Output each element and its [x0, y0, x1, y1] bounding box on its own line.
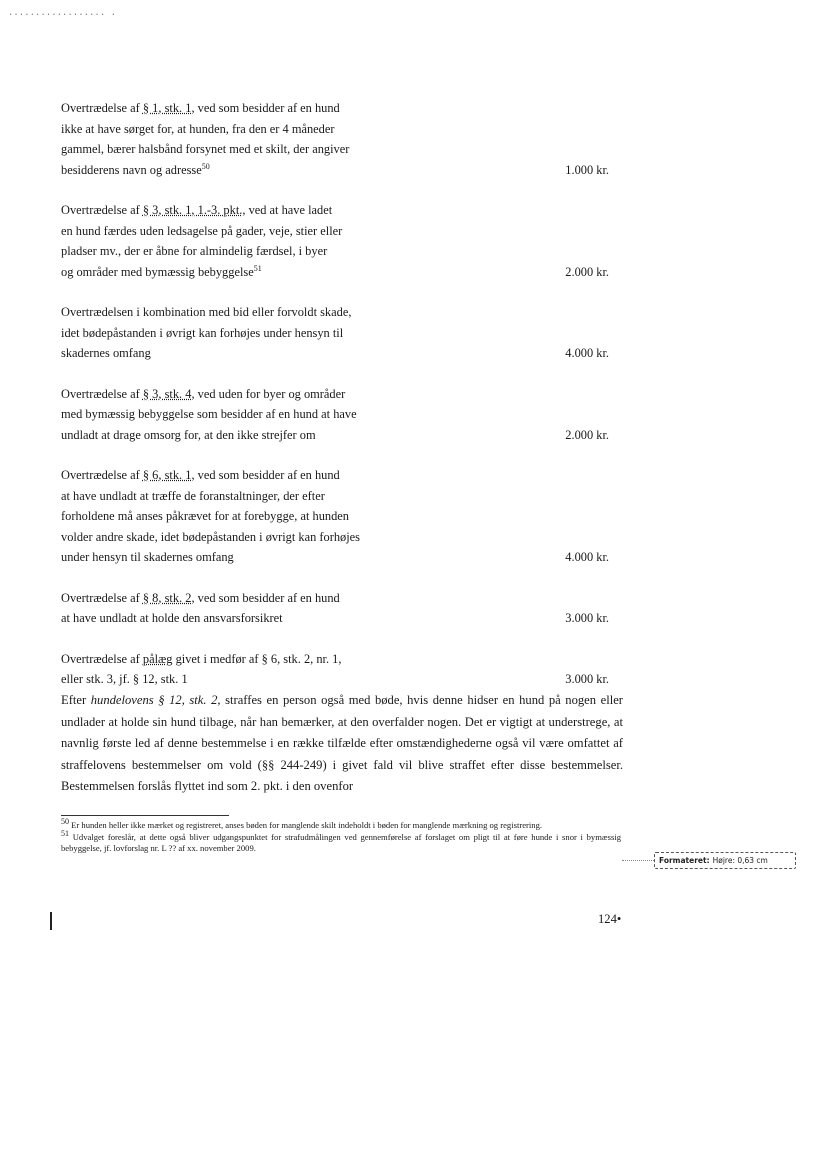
entry-text-segment: , ved som besidder af en hund	[191, 101, 340, 115]
track-change-balloon[interactable]	[654, 852, 796, 869]
paragraph-prefix: Efter	[61, 693, 91, 707]
paragraph-text: straffes en person også med bøde, hvis denne hidser en hund på nogen eller undlader at holde sin hund tilbage, når han bemærker, at den overfalder nogen. Det er vigtigt at understrege, at navnlig første led af denne bestemmelse i en række tilfælde efter omstændighederne også vil være omfattet af straffelovens bestemmelser om vold (§§ 244-249) i givet fald vil blive straffet efter disse bestemmelser. Bestemmelsen forslås flyttet ind som 2. pkt. i den ovenfor	[61, 693, 623, 793]
footnote-text: Er hunden heller ikke mærket og registreret, anses bøden for manglende skilt indeholdt i bøden for manglende mærkning og registrering.	[69, 820, 543, 830]
entry-text-segment: med bymæssig bebyggelse som besidder af en hund at have	[61, 407, 357, 421]
footnote-ref: 51	[253, 263, 262, 273]
fine-entry	[61, 98, 621, 180]
entry-text-segment: skadernes omfang	[61, 346, 151, 360]
fine-entry	[61, 200, 621, 282]
fine-entry-text	[61, 588, 411, 629]
entry-text-segment: Overtrædelsen i kombination med bid eller forvoldt skade,	[61, 305, 352, 319]
entry-text-segment: gammel, bærer halsbånd forsynet med et skilt, der angiver	[61, 142, 350, 156]
paragraph-law-reference: hundelovens § 12, stk. 2,	[90, 693, 221, 707]
footnote-separator	[61, 815, 229, 816]
entry-text-segment: Overtrædelse af	[61, 386, 143, 401]
track-change-label: Formateret:	[659, 856, 710, 865]
law-reference: § 1, stk. 1	[142, 101, 192, 115]
body-paragraph	[61, 690, 623, 798]
footnote-number: 51	[61, 829, 69, 839]
footnote-number: 50	[61, 817, 69, 827]
entry-text-segment: undladt at drage omsorg for, at den ikke strejfer om	[61, 427, 316, 442]
fine-amount: 4.000 kr.	[565, 550, 609, 564]
entry-text-segment: , ved som besidder af en hund	[191, 590, 340, 605]
entry-text-segment: , ved som besidder af en hund	[191, 468, 340, 482]
entry-text-segment: en hund færdes uden ledsagelse på gader, veje, stier eller	[61, 223, 343, 238]
law-reference: pålæg	[142, 651, 173, 666]
entry-text-segment: ikke at have sørget for, at hunden, fra den er 4 måneder	[61, 121, 335, 136]
page-number: 124•	[598, 912, 622, 926]
entry-text-segment: besidderens navn og adresse	[61, 162, 202, 177]
fine-entry-text	[61, 200, 411, 282]
entry-text-segment: under hensyn til skadernes omfang	[61, 550, 234, 564]
footnote-text: Udvalget foreslår, at dette også bliver udgangspunktet for strafudmålingen ved gennemførelse af forslaget om pligt til at føre hunde i snor i bymæssig bebyggelse, jf. lovforslag nr. L ?? af xx. november 2009.	[61, 832, 621, 853]
law-reference: § 8, stk. 2	[142, 590, 192, 605]
entry-text-segment: pladser mv., der er åbne for almindelig færdsel, i byer	[61, 244, 328, 258]
change-bar	[50, 912, 52, 930]
fine-amount: 2.000 kr.	[565, 427, 609, 442]
entry-text-segment: og områder med bymæssig bebyggelse	[61, 264, 254, 279]
entry-text-segment: at have undladt at træffe de foranstaltninger, der efter	[61, 488, 325, 503]
entry-text-segment: , ved uden for byer og områder	[191, 386, 346, 401]
footnotes	[61, 817, 621, 855]
fine-entry	[61, 649, 621, 690]
entry-text-segment: Overtrædelse af	[61, 590, 143, 605]
entry-text-segment: at have undladt at holde den ansvarsforsikret	[61, 611, 283, 625]
fine-entry-text	[61, 98, 411, 180]
fine-entry-text	[61, 465, 411, 568]
entry-text-segment: Overtrædelse af	[61, 468, 143, 482]
header-dots: .................. .	[8, 8, 117, 18]
fine-entry	[61, 384, 621, 446]
fine-entry-text	[61, 384, 411, 446]
footnote-ref: 50	[201, 161, 210, 171]
fine-amount: 1.000 kr.	[565, 162, 609, 177]
law-reference: § 3, stk. 4	[142, 386, 192, 401]
fine-amount: 2.000 kr.	[565, 264, 609, 279]
entry-text-segment: givet i medfør af § 6, stk. 2, nr. 1,	[172, 651, 342, 666]
entry-text-segment: Overtrædelse af	[61, 203, 143, 217]
track-change-connector	[622, 860, 654, 861]
entry-text-segment: , ved at have ladet	[242, 203, 333, 217]
footnote-50	[61, 817, 621, 831]
entry-text-segment: Overtrædelse af	[61, 101, 143, 115]
fine-entry	[61, 588, 621, 629]
entry-text-segment: volder andre skade, idet bødepåstanden i øvrigt kan forhøjes	[61, 529, 361, 544]
fine-entry	[61, 465, 621, 568]
fine-amount: 4.000 kr.	[565, 346, 609, 360]
entry-text-segment: idet bødepåstanden i øvrigt kan forhøjes under hensyn til	[61, 325, 344, 340]
entry-text-segment: eller stk. 3, jf. § 12, stk. 1	[61, 672, 188, 686]
footnote-51	[61, 829, 621, 854]
entry-text-segment: Overtrædelse af	[61, 651, 143, 666]
fine-entry-text	[61, 649, 411, 690]
fine-entry-text	[61, 302, 411, 364]
fine-amount: 3.000 kr.	[565, 611, 609, 625]
fine-entry	[61, 302, 621, 364]
track-change-value: Højre: 0,63 cm	[712, 856, 768, 865]
law-reference: § 3, stk. 1, 1.-3. pkt.	[142, 203, 243, 217]
fine-amount: 3.000 kr.	[565, 672, 609, 686]
fine-schedule	[61, 98, 621, 710]
entry-text-segment: forholdene må anses påkrævet for at forebygge, at hunden	[61, 509, 349, 523]
law-reference: § 6, stk. 1	[142, 468, 192, 482]
